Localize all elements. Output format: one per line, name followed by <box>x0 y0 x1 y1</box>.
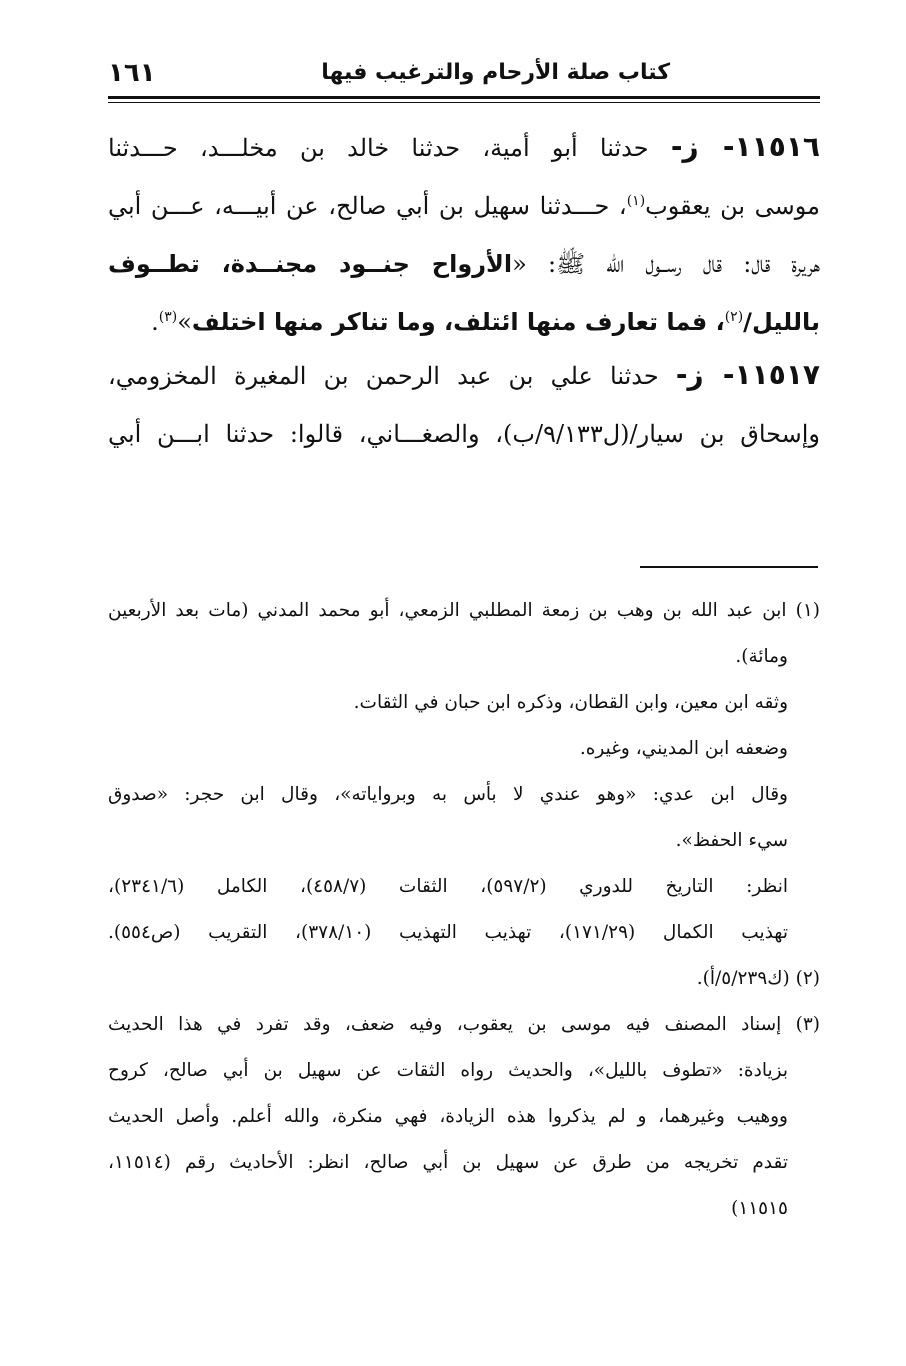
footnote-ref: (١) <box>626 193 646 209</box>
footnote-3: (٣) إسناد المصنف فيه موسى بن يعقوب، وفيه ضعف، وقد تفرد في هذا الحديث <box>108 1014 820 1035</box>
header-title: كتاب صلة الأرحام والترغيب فيها <box>321 60 670 85</box>
footnote-1-cont: وضعفه ابن المديني، وغيره. <box>579 738 788 759</box>
footnote-1-cont: تهذيب الكمال (١٧١/٢٩)، تهذيب التهذيب (٣٧٨/١٠)، التقريب (ص٥٥٤). <box>108 922 788 943</box>
header-rule-thick <box>108 96 820 99</box>
footnote-3-cont: تقدم تخريجه من طرق عن سهيل بن أبي صالح، انظر: الأحاديث رقم (١١٥١٤، <box>108 1152 788 1173</box>
hadith-11516 <box>108 118 820 351</box>
footnote-ref: (٣) <box>158 309 178 325</box>
footnote-1-cont: ومائة). <box>735 646 788 667</box>
footnote-3-cont: بزيادة: «تطوف بالليل»، والحديث رواه الثقات عن سهيل بن أبي صالح، كروح <box>108 1060 788 1081</box>
footnote-3-cont: ووهيب وغيرهما، و لم يذكروا هذه الزيادة، فهي منكرة، والله أعلم. وأصل الحديث <box>108 1106 788 1127</box>
footnote-1: (١) ابن عبد الله بن وهب بن زمعة المطلبي الزمعي، أبو محمد المدني (مات بعد الأربعين <box>108 600 820 621</box>
footnote-2: (٢) (ك٥/٢٣٩/أ). <box>696 968 820 989</box>
footnote-3-cont: ١١٥١٥) <box>731 1198 788 1219</box>
footnote-1-cont: انظر: التاريخ للدوري (٥٩٧/٢)، الثقات (٤٥٨/٧)، الكامل (٢٣٤١/٦)، <box>108 876 788 897</box>
hadith-line: ١١٥١٧- ز- حدثنا علي بن عبد الرحمن بن المغيرة المخزومي، <box>108 358 820 391</box>
hadith-number: ١١٥١٦- ز- <box>670 130 820 163</box>
header-rule-thin <box>108 102 820 103</box>
page-number: ١٦١ <box>108 58 156 88</box>
footnote-1-cont: سيء الحفظ». <box>675 830 788 851</box>
hadith-line: موسى بن يعقوب$^{(١)}$، حـــدثنا سهيل بن أبي صالح، عن أبيـــه، عـــن أبي <box>108 192 820 220</box>
hadith-line: وإسحاق بن سيار/(ل٩/١٣٣/ب)، والصغـــاني، قالوا: حدثنا ابـــن أبي <box>108 420 820 448</box>
running-header <box>108 58 820 94</box>
footnote-1-cont: وقال ابن عدي: «وهو عندي لا بأس به وبرواياته»، وقال ابن حجر: «صدوق <box>108 784 788 805</box>
footnotes <box>108 588 820 1232</box>
hadith-line: ١١٥١٦- ز- حدثنا أبو أمية، حدثنا خالد بن مخلـــد، حـــدثنا <box>108 130 820 163</box>
hadith-line: بالليل/$^{(٢)}$، فما تعارف منها ائتلف، وما تناكر منها اختلف»$^{(٣)}$. <box>151 308 820 336</box>
hadith-11517 <box>108 346 820 463</box>
hadith-line: هريرة قال: قال رســول الله ﷺ: «الأرواح جنــود مجنــدة، تطــوف <box>108 250 820 278</box>
hadith-matn: الأرواح جنــود مجنــدة، تطــوف <box>108 250 513 278</box>
footnote-ref: (٢) <box>724 309 744 325</box>
footnote-separator <box>640 566 818 568</box>
hadith-number: ١١٥١٧- ز- <box>675 358 820 391</box>
footnote-1-cont: وثقه ابن معين، وابن القطان، وذكره ابن حبان في الثقات. <box>353 692 788 713</box>
